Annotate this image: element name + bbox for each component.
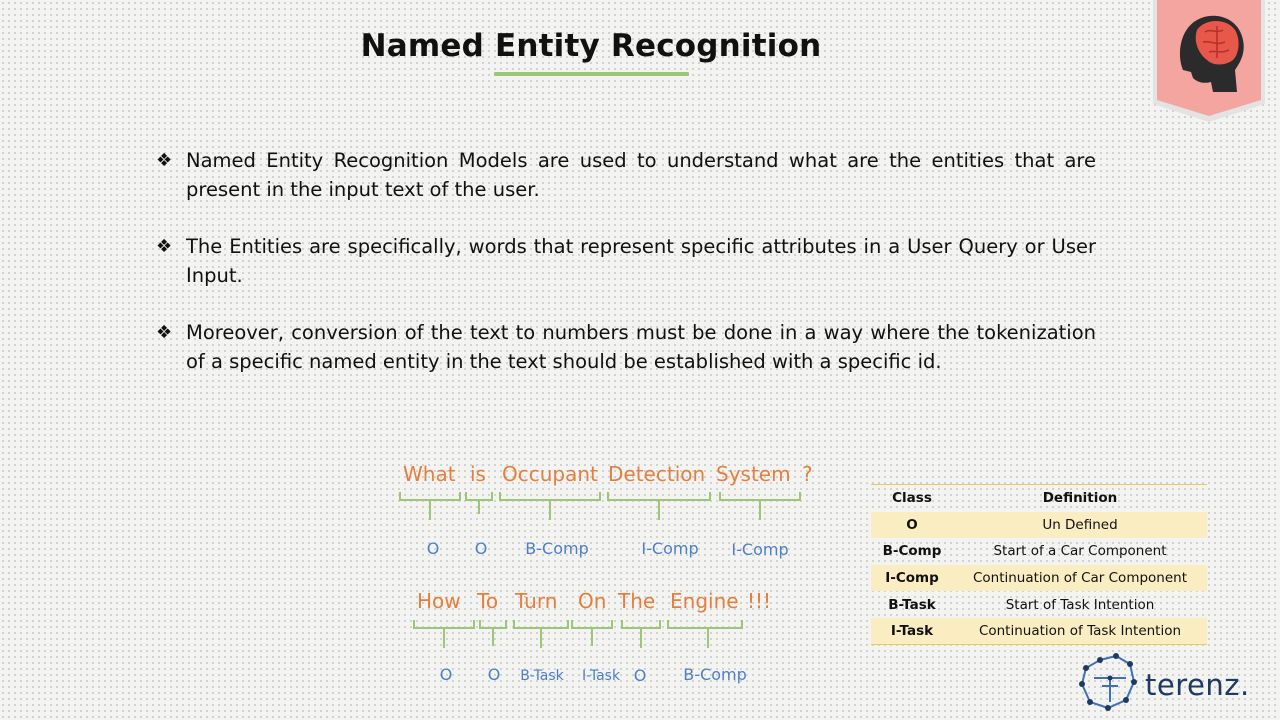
class-definition-table — [871, 484, 1207, 645]
example-word: Occupant — [502, 462, 598, 486]
entity-tag: I-Task — [581, 668, 621, 684]
brand-name: terenz. — [1145, 668, 1250, 702]
table-header-definition: Definition — [1042, 490, 1118, 507]
bullet-text: Named Entity Recognition Models are used to understand what are the entities that are present in the input text of the user. — [186, 149, 1096, 201]
table-cell-definition: Start of Task Intention — [1005, 596, 1155, 613]
example-word: To — [477, 589, 499, 613]
brace-group — [412, 618, 748, 650]
example-word: is — [470, 462, 486, 486]
entity-tag: O — [487, 665, 501, 684]
example-word: What — [403, 462, 456, 486]
diamond-bullet-icon: ❖ — [156, 236, 173, 257]
table-cell-definition: Un Defined — [1042, 516, 1118, 533]
example-word: !!! — [747, 589, 772, 613]
example-word: Turn — [515, 589, 558, 613]
table-row — [871, 591, 1207, 618]
example-word: ? — [802, 462, 813, 486]
diamond-bullet-icon: ❖ — [156, 150, 173, 171]
table-header-row — [871, 485, 1207, 512]
example-word: Engine — [670, 589, 739, 613]
table-cell-definition: Continuation of Task Intention — [978, 622, 1182, 639]
diamond-bullet-icon: ❖ — [156, 322, 173, 343]
entity-tag: O — [474, 539, 488, 558]
table-cell-class: O — [906, 516, 918, 533]
example-word: On — [578, 589, 607, 613]
example-word: System — [716, 462, 791, 486]
entity-tag: O — [439, 665, 453, 684]
table-row — [871, 565, 1207, 592]
table-cell-class: I-Comp — [885, 570, 939, 587]
bullet-text: The Entities are specifically, words that represent specific attributes in a User Query or User Input. — [186, 235, 1096, 287]
table-cell-class: I-Task — [890, 622, 934, 639]
entity-tag: B-Task — [520, 668, 564, 684]
table-cell-class: B-Task — [888, 596, 936, 613]
entity-tag: I-Comp — [641, 539, 699, 558]
example-word: The — [618, 589, 656, 613]
entity-tag: O — [426, 539, 440, 558]
example-word: Detection — [608, 462, 706, 486]
entity-tag: O — [633, 666, 647, 685]
page-title: Named Entity Recognition — [360, 28, 822, 64]
table-cell-definition: Continuation of Car Component — [972, 570, 1188, 587]
table-row — [871, 618, 1207, 645]
example-word: How — [417, 589, 461, 613]
entity-tag: B-Comp — [683, 665, 747, 684]
entity-tag: B-Comp — [525, 539, 589, 558]
table-row — [871, 538, 1207, 565]
table-cell-definition: Start of a Car Component — [993, 543, 1167, 560]
table-cell-class: B-Comp — [882, 543, 942, 560]
entity-tag: I-Comp — [731, 540, 789, 559]
bullet-text: Moreover, conversion of the text to numbers must be done in a way where the tokenization of a specific named entity in the text should be established with a specific id. — [186, 321, 1096, 373]
table-row — [871, 512, 1207, 539]
table-header-class: Class — [892, 490, 932, 507]
